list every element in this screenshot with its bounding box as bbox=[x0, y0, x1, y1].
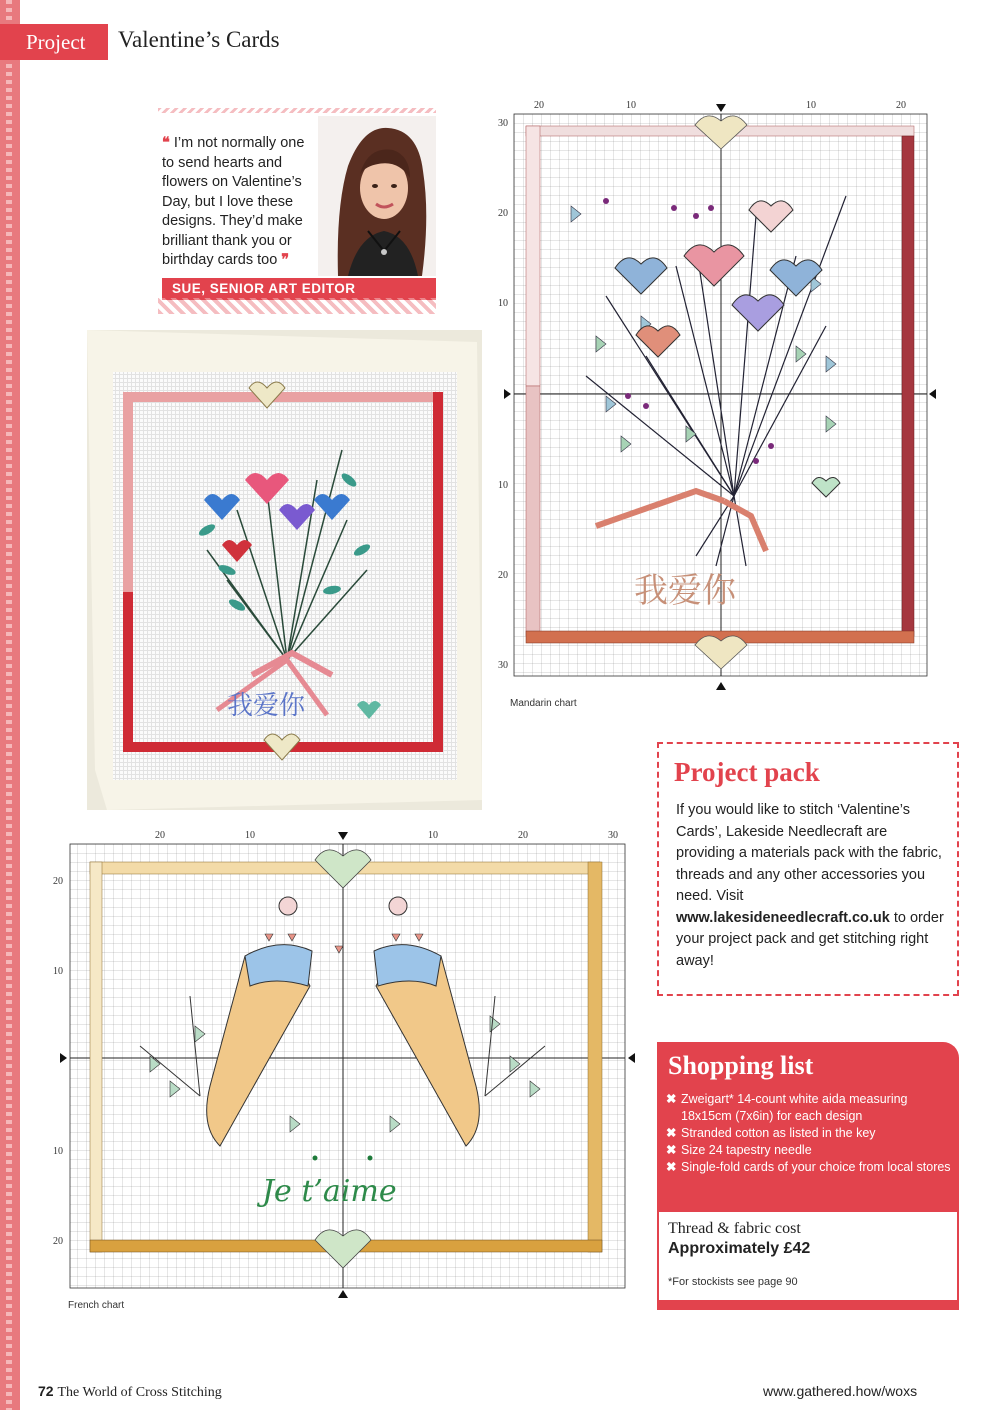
card-stitched-text: 我爱你 bbox=[227, 691, 306, 721]
quote-body: I’m not normally one to send hearts and flowers on Valentine’s Day, but I love these designs. They’d make brilliant thank you or birthday cards too bbox=[162, 135, 305, 268]
cross-icon: ✖ bbox=[666, 1160, 677, 1174]
m-side-tick: 30 bbox=[498, 118, 508, 129]
shopping-list-title: Shopping list bbox=[668, 1051, 814, 1080]
cross-icon: ✖ bbox=[666, 1126, 677, 1140]
cost-value: Approximately £42 bbox=[668, 1240, 811, 1257]
publication-name: The World of Cross Stitching bbox=[57, 1385, 222, 1400]
footer-url[interactable]: www.gathered.how/woxs bbox=[763, 1383, 918, 1399]
project-pack-body-end: to order your project pack and get stitching right away! bbox=[676, 909, 944, 969]
mandarin-chart bbox=[496, 96, 936, 694]
f-top-tick: 20 bbox=[155, 830, 165, 841]
list-item-text: Size 24 tapestry needle bbox=[681, 1143, 812, 1157]
mandarin-chart-text: 我爱你 bbox=[634, 571, 736, 611]
m-side-tick: 30 bbox=[498, 660, 508, 671]
quote-close-mark: ❞ bbox=[281, 252, 290, 268]
f-top-tick: 30 bbox=[608, 830, 618, 841]
quote-attribution: SUE, SENIOR ART EDITOR bbox=[162, 278, 436, 300]
list-item bbox=[666, 1091, 951, 1125]
french-chart bbox=[50, 826, 635, 1301]
project-pack-title: Project pack bbox=[674, 757, 820, 787]
list-item-text: Single-fold cards of your choice from local stores bbox=[681, 1160, 951, 1174]
quote-open-mark: ❝ bbox=[162, 135, 170, 151]
m-top-tick: 10 bbox=[806, 100, 816, 111]
f-top-tick: 10 bbox=[245, 830, 255, 841]
project-pack-text bbox=[676, 800, 946, 972]
page-number: 72 bbox=[38, 1383, 54, 1399]
page-side-band-pattern bbox=[6, 0, 12, 1410]
f-top-tick: 10 bbox=[428, 830, 438, 841]
quote-bottom-border bbox=[158, 298, 436, 314]
cross-icon: ✖ bbox=[666, 1092, 677, 1106]
list-item-text: Stranded cotton as listed in the key bbox=[681, 1126, 876, 1140]
page-title: Valentine’s Cards bbox=[118, 27, 280, 52]
m-side-tick: 20 bbox=[498, 208, 508, 219]
mandarin-chart-label: Mandarin chart bbox=[510, 698, 577, 709]
cost-label: Thread & fabric cost bbox=[668, 1220, 801, 1237]
m-side-tick: 20 bbox=[498, 570, 508, 581]
list-item bbox=[666, 1125, 951, 1142]
shopping-list bbox=[666, 1091, 951, 1176]
m-side-tick: 10 bbox=[498, 480, 508, 491]
m-side-tick: 10 bbox=[498, 298, 508, 309]
section-tag: Project bbox=[0, 24, 108, 60]
f-side-tick: 10 bbox=[53, 966, 63, 977]
f-side-tick: 20 bbox=[53, 876, 63, 887]
m-top-tick: 20 bbox=[534, 100, 544, 111]
stockists-note: *For stockists see page 90 bbox=[668, 1276, 798, 1288]
list-item bbox=[666, 1159, 951, 1176]
project-pack-link[interactable]: www.lakesideneedlecraft.co.uk bbox=[676, 909, 890, 926]
project-pack-body: If you would like to stitch ‘Valentine’s Cards’, Lakeside Needlecraft are providing a materials pack with the fabric, threads and any other accessories you need. Visit bbox=[676, 802, 942, 904]
f-side-tick: 10 bbox=[53, 1146, 63, 1157]
footer-left bbox=[38, 1383, 222, 1401]
m-top-tick: 10 bbox=[626, 100, 636, 111]
f-side-tick: 20 bbox=[53, 1236, 63, 1247]
cross-icon: ✖ bbox=[666, 1143, 677, 1157]
list-item-text: Zweigart* 14-count white aida measuring 18x15cm (7x6in) for each design bbox=[681, 1092, 908, 1123]
french-chart-text: Je t’aime bbox=[262, 1174, 397, 1209]
quote-text bbox=[162, 134, 317, 271]
editor-portrait bbox=[318, 116, 436, 276]
french-chart-label: French chart bbox=[68, 1300, 125, 1311]
stitched-card-photo bbox=[87, 330, 482, 810]
list-item bbox=[666, 1142, 951, 1159]
m-top-tick: 20 bbox=[896, 100, 906, 111]
f-top-tick: 20 bbox=[518, 830, 528, 841]
